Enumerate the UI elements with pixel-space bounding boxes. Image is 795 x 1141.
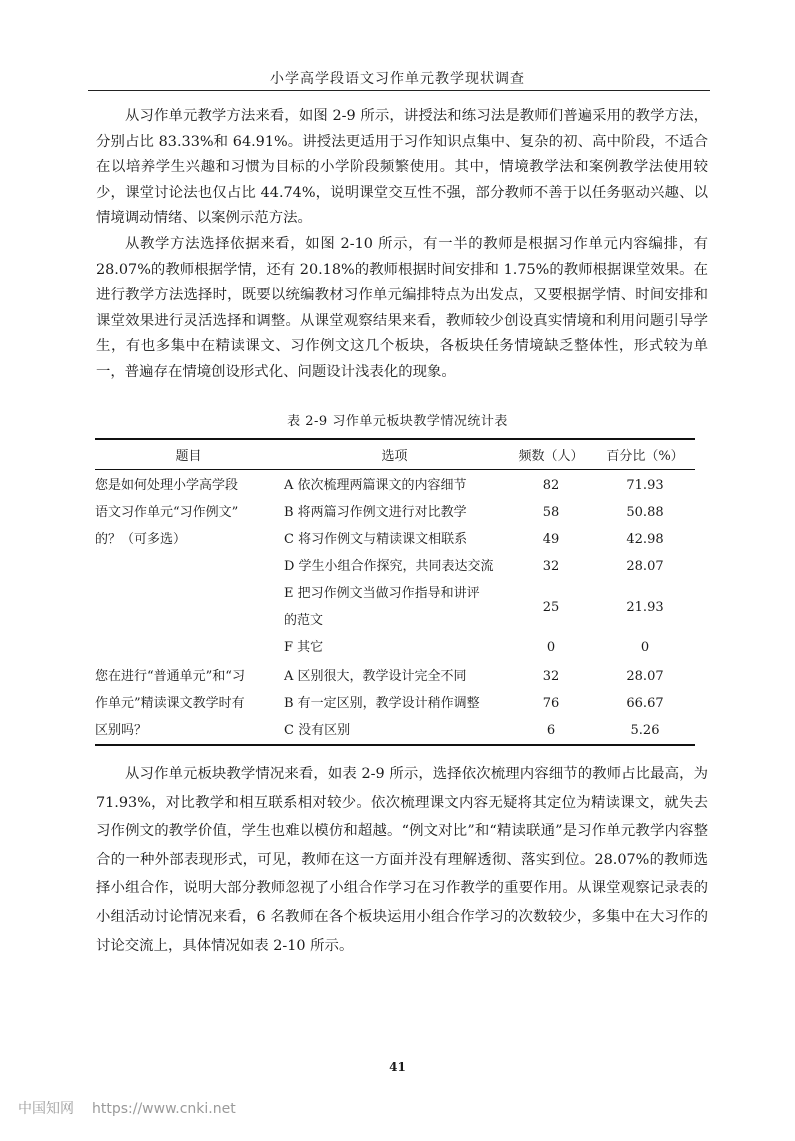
- page-number: 41: [389, 1060, 406, 1074]
- option-cell: [282, 580, 507, 634]
- frequency-cell: 58: [542, 505, 560, 520]
- frequency-cell: 25: [542, 599, 560, 615]
- table-row: [95, 526, 695, 553]
- question-cell: 语文习作单元“习作例文”: [95, 505, 239, 520]
- percentage-cell: 5.26: [595, 717, 695, 745]
- option-cell: F 其它: [284, 640, 324, 655]
- table-header-row: [95, 439, 695, 470]
- header-option: 选项: [282, 439, 507, 470]
- percentage-cell: 21.93: [626, 599, 664, 615]
- watermark-url: https://www.cnki.net: [92, 1101, 236, 1117]
- table-row: [95, 499, 695, 526]
- frequency-cell: 32: [542, 669, 560, 684]
- paragraph-block-teaching: 从习作单元板块教学情况来看，如表 2-9 所示，选择依次梳理内容细节的教师占比最高，为 71.93%，对比教学和相互联系相对较少。依次梳理课文内容无疑将其定位为精读课文，就失去习作例文的教学价值，学生也难以模仿和超越。“例文对比”和“精读联通”是习作单元教学内容整合的一种外部表现形式，可见，教师在这一方面并没有理解透彻、落实到位。28.07%的教师选择小组合作，说明大部分教师忽视了小组合作学习在习作教学的重要作用。从课堂观察记录表的小组活动讨论情况来看，6 名教师在各个板块运用小组合作学习的次数较少，多集中在大习作的讨论交流上，具体情况如表 2-10 所示。: [96, 766, 708, 954]
- table-row: [95, 580, 695, 634]
- option-cell: C 没有区别: [282, 717, 507, 745]
- table-row: [95, 661, 695, 690]
- percentage-cell: 42.98: [626, 532, 664, 547]
- question-cell: 的？（可多选）: [95, 532, 187, 547]
- table-row: [95, 553, 695, 580]
- table-row: [95, 717, 695, 745]
- header-frequency: 频数（人）: [507, 439, 595, 470]
- frequency-cell: 0: [546, 640, 556, 655]
- percentage-cell: 50.88: [626, 505, 664, 520]
- paragraph-method-basis: 从教学方法选择依据来看，如图 2-10 所示，有一半的教师是根据习作单元内容编排，有 28.07%的教师根据学情，还有 20.18%的教师根据时间安排和 1.75%的教师根据课堂效果。在进行教学方法选择时，既要以统编教材习作单元编排特点为出发点，又要根据学情、时间安排和课堂效果进行灵活选择和调整。从课堂观察结果来看，教师较少创设真实情境和利用问题引导学生，有也多集中在精读课文、习作例文这几个板块，各板块任务情境缺乏整体性，形式较为单一，普遍存在情境创设形式化、问题设计浅表化的现象。: [96, 236, 708, 380]
- percentage-cell: 71.93: [626, 478, 664, 493]
- frequency-cell: 6: [507, 717, 595, 745]
- option-line: E 把习作例文当做习作指导和讲评: [284, 586, 480, 601]
- stats-table: [95, 438, 695, 746]
- question-cell: 区别吗？: [95, 717, 282, 745]
- frequency-cell: 32: [542, 559, 560, 574]
- frequency-cell: 82: [542, 478, 560, 493]
- question-cell: 作单元”精读课文教学时有: [95, 696, 245, 711]
- running-header: 小学高学段语文习作单元教学现状调查: [270, 71, 525, 87]
- table-caption: 表 2-9 习作单元板块教学情况统计表: [287, 414, 508, 429]
- watermark-brand: 中国知网: [18, 1101, 74, 1117]
- percentage-cell: 0: [640, 640, 650, 655]
- table-row: [95, 690, 695, 717]
- option-cell: B 有一定区别，教学设计稍作调整: [284, 696, 480, 711]
- option-line: 的范文: [284, 613, 324, 628]
- question-cell: 您在进行“普通单元”和“习: [95, 669, 245, 684]
- percentage-cell: 66.67: [626, 696, 664, 711]
- frequency-cell: 49: [542, 532, 560, 547]
- question-cell: 您是如何处理小学高学段: [95, 478, 239, 493]
- percentage-cell: 28.07: [626, 669, 664, 684]
- cnki-watermark: [18, 1098, 236, 1118]
- percentage-cell: 28.07: [626, 559, 664, 574]
- header-percentage: 百分比（%）: [595, 439, 695, 470]
- paragraph-teaching-methods: 从习作单元教学方法来看，如图 2-9 所示，讲授法和练习法是教师们普遍采用的教学方法，分别占比 83.33%和 64.91%。讲授法更适用于习作知识点集中、复杂的初、高中阶段，不适合在以培养学生兴趣和习惯为目标的小学阶段频繁使用。其中，情境教学法和案例教学法使用较少，课堂讨论法也仅占比 44.74%，说明课堂交互性不强，部分教师不善于以任务驱动兴趣、以情境调动情绪、以案例示范方法。: [96, 108, 708, 227]
- option-cell: D 学生小组合作探究，共同表达交流: [284, 559, 494, 574]
- option-cell: A 依次梳理两篇课文的内容细节: [284, 478, 467, 493]
- option-cell: C 将习作例文与精读课文相联系: [284, 532, 468, 547]
- frequency-cell: 76: [542, 696, 560, 711]
- header-rule: [88, 90, 710, 91]
- option-cell: A 区别很大，教学设计完全不同: [284, 669, 467, 684]
- table-row: [95, 634, 695, 661]
- option-cell: B 将两篇习作例文进行对比教学: [284, 505, 467, 520]
- header-question: 题目: [95, 439, 282, 470]
- table-row: [95, 470, 695, 500]
